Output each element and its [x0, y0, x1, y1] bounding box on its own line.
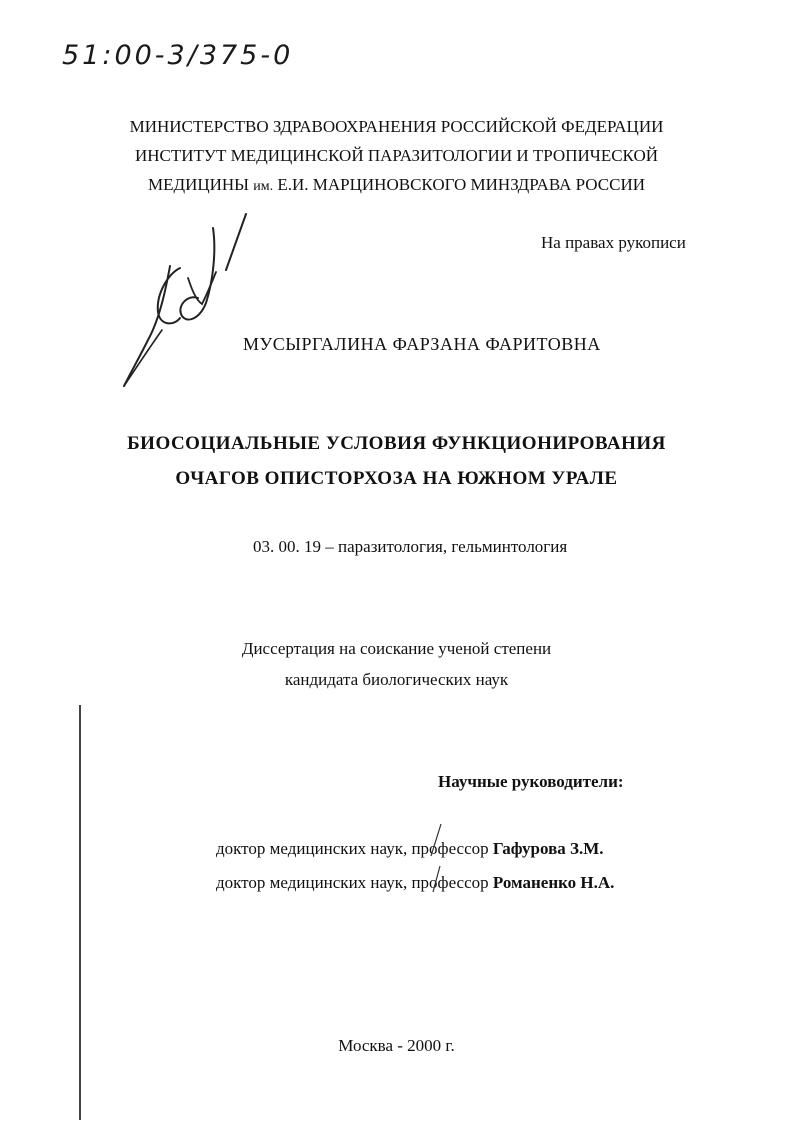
supervisor-1: [216, 832, 604, 865]
supervisor-2-name: Романенко Н.А.: [492, 873, 615, 892]
institution-line-1: МИНИСТЕРСТВО ЗДРАВООХРАНЕНИЯ РОССИЙСКОЙ ФЕДЕРАЦИИ: [129, 117, 664, 136]
pen-mark-strokes: [425, 820, 445, 910]
dissertation-line-1: Диссертация на соискание ученой степени: [241, 639, 552, 658]
manuscript-note: На правах рукописи: [541, 233, 686, 252]
institution-line-3-c: Е.И. МАРЦИНОВСКОГО МИНЗДРАВА РОССИИ: [277, 175, 646, 194]
institution-line-2: ИНСТИТУТ МЕДИЦИНСКОЙ ПАРАЗИТОЛОГИИ И ТРОПИЧЕСКОЙ: [134, 146, 659, 165]
institution-line-3-a: МЕДИЦИНЫ: [147, 175, 249, 194]
archive-stamp-number: 51:00-3/375-0: [62, 40, 294, 71]
supervisor-2: [216, 866, 614, 899]
title-line-1: БИОСОЦИАЛЬНЫЕ УСЛОВИЯ ФУНКЦИОНИРОВАНИЯ: [127, 433, 666, 454]
dissertation-line-2: кандидата биологических наук: [284, 670, 509, 689]
specialty-code: 03. 00. 19 – паразитология, гельминтология: [253, 537, 568, 556]
institution-line-3-b: им.: [253, 179, 274, 194]
supervisors-heading: Научные руководители:: [438, 772, 624, 791]
city-year: Москва - 2000 г.: [338, 1036, 455, 1055]
supervisor-1-title: доктор медицинских наук, профессор: [216, 839, 489, 858]
title-line-2: ОЧАГОВ ОПИСТОРХОЗА НА ЮЖНОМ УРАЛЕ: [175, 468, 618, 489]
institution-line-3: [0, 170, 793, 201]
scan-edge-line: [79, 705, 81, 1120]
supervisor-2-title: доктор медицинских наук, профессор: [216, 873, 489, 892]
handwritten-signature: [118, 208, 268, 398]
author-name: МУСЫРГАЛИНА ФАРЗАНА ФАРИТОВНА: [243, 334, 601, 354]
supervisor-1-name: Гафурова З.М.: [492, 839, 604, 858]
